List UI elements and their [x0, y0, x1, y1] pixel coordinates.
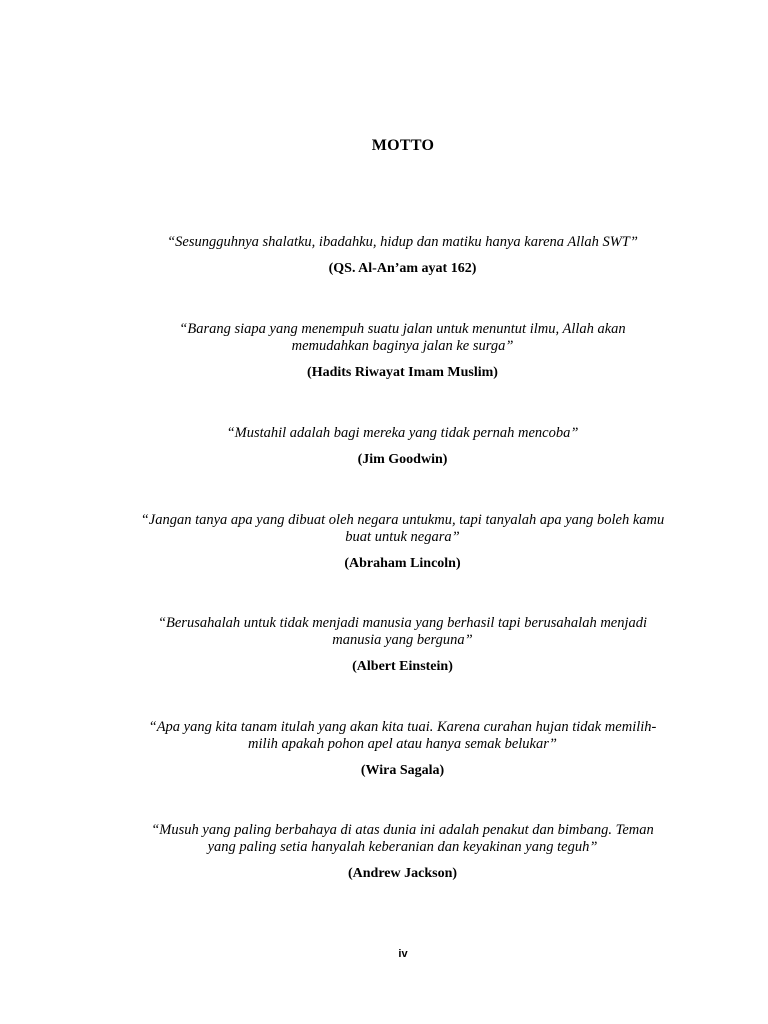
motto-entry — [140, 719, 665, 779]
motto-source: (Abraham Lincoln) — [344, 556, 461, 571]
motto-source: (QS. Al-An’am ayat 162) — [328, 261, 477, 276]
motto-source: (Wira Sagala) — [360, 763, 445, 778]
page-title: MOTTO — [371, 137, 435, 154]
motto-source: (Hadits Riwayat Imam Muslim) — [307, 365, 498, 380]
motto-quote: “Sesungguhnya shalatku, ibadahku, hidup dan matiku hanya karena Allah SWT” — [167, 234, 638, 250]
motto-source: (Jim Goodwin) — [357, 452, 448, 467]
motto-quote: “Musuh yang paling berbahaya di atas dunia ini adalah penakut dan bimbang. Teman yang paling setia hanyalah keberanian dan keyakinan yang teguh” — [151, 822, 654, 855]
motto-source: (Andrew Jackson) — [347, 866, 458, 881]
motto-entry — [140, 234, 665, 277]
motto-entry — [140, 615, 665, 675]
motto-quote: “Mustahil adalah bagi mereka yang tidak pernah mencoba” — [226, 425, 579, 441]
motto-quote: “Jangan tanya apa yang dibuat oleh negara untukmu, tapi tanyalah apa yang boleh kamu buat untuk negara” — [140, 512, 665, 545]
motto-entry — [140, 512, 665, 572]
motto-entry — [140, 321, 665, 381]
motto-source: (Albert Einstein) — [352, 659, 453, 674]
motto-entry — [140, 822, 665, 882]
motto-quote: “Berusahalah untuk tidak menjadi manusia yang berhasil tapi berusahalah menjadi manusia yang berguna” — [157, 615, 648, 648]
page-number: iv — [398, 948, 408, 960]
motto-quote: “Barang siapa yang menempuh suatu jalan untuk menuntut ilmu, Allah akan memudahkan baginya jalan ke surga” — [179, 321, 626, 354]
motto-quote: “Apa yang kita tanam itulah yang akan kita tuai. Karena curahan hujan tidak memilih-milih apakah pohon apel atau hanya semak belukar” — [148, 719, 657, 752]
motto-entry — [140, 425, 665, 468]
